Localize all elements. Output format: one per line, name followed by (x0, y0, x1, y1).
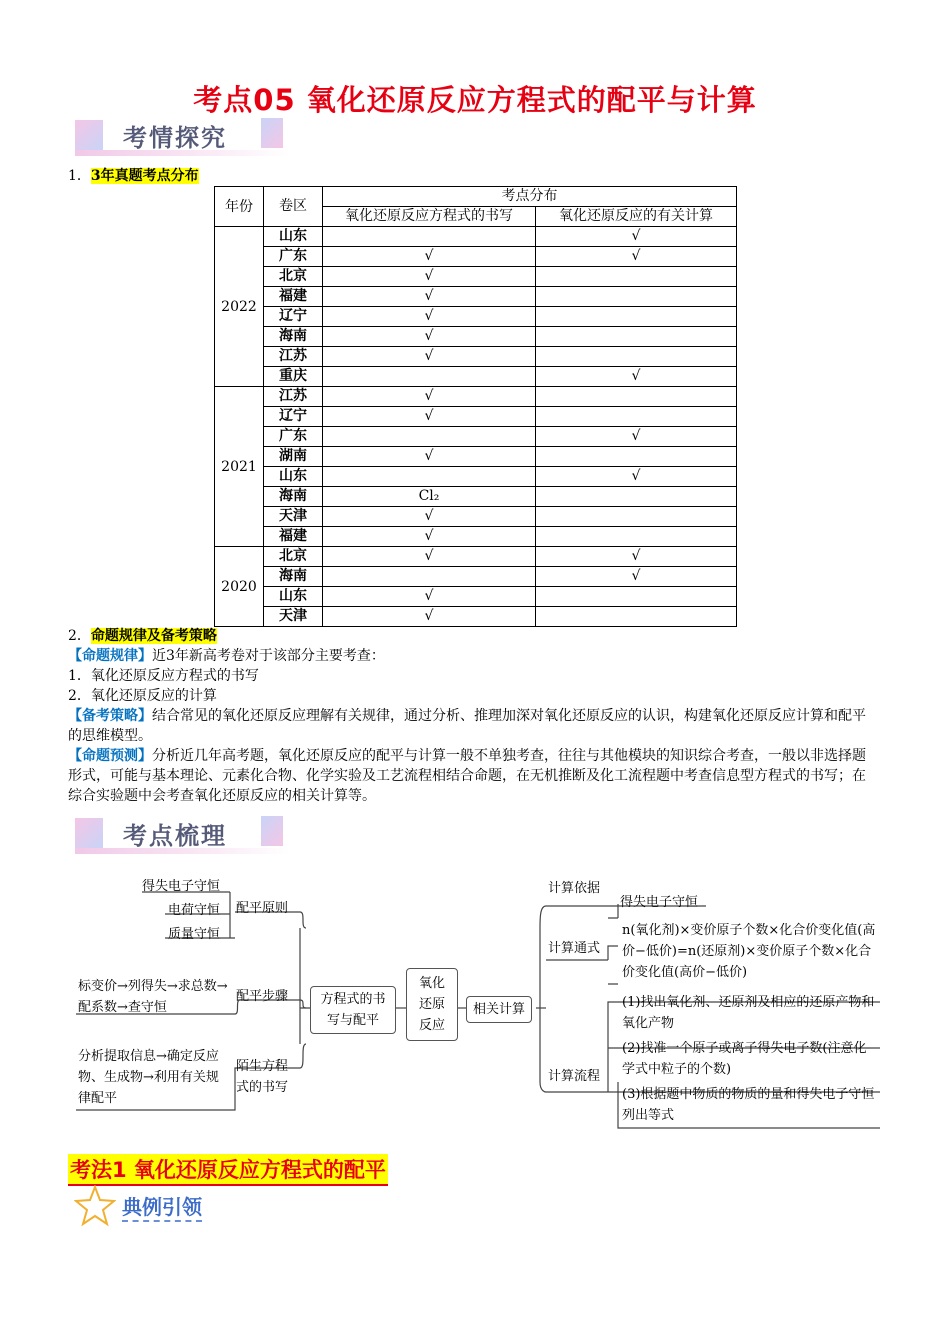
right-main-node: 相关计算 (466, 996, 532, 1023)
year-cell: 2020 (215, 547, 264, 627)
region-cell: 海南 (264, 327, 323, 347)
writing-cell: √ (323, 587, 536, 607)
writing-cell: √ (323, 307, 536, 327)
table-row (215, 467, 737, 487)
table-row (215, 507, 737, 527)
writing-cell: √ (323, 447, 536, 467)
section2-heading: 2．命题规律及备考策略 (68, 628, 217, 644)
region-cell: 北京 (264, 267, 323, 287)
region-cell: 山东 (264, 587, 323, 607)
region-cell: 福建 (264, 287, 323, 307)
rule-item-1: 1．氧化还原反应方程式的书写 (68, 668, 259, 684)
page-title: 考点05 氧化还原反应方程式的配平与计算 (193, 83, 757, 117)
flow-step-1: (1)找出氧化剂、还原剂及相应的还原产物和氧化产物 (622, 995, 875, 1031)
region-cell: 海南 (264, 487, 323, 507)
header-col-writing: 氧化还原反应方程式的书写 (323, 207, 536, 227)
region-cell: 辽宁 (264, 307, 323, 327)
calculation-cell (536, 387, 737, 407)
writing-cell: √ (323, 507, 536, 527)
region-cell: 福建 (264, 527, 323, 547)
table-row (215, 607, 737, 627)
table-row (215, 227, 737, 247)
table-row (215, 587, 737, 607)
basis-text: 得失电子守恒 (620, 895, 699, 910)
section-banner-knowledge (75, 816, 305, 856)
section1-heading: 1．3年真题考点分布 (68, 168, 199, 184)
header-region: 卷区 (264, 187, 323, 227)
writing-cell (323, 367, 536, 387)
table-row (215, 327, 737, 347)
writing-cell: √ (323, 327, 536, 347)
formula-node: 计算通式 (548, 941, 601, 956)
star-icon (74, 1185, 116, 1227)
calculation-cell (536, 267, 737, 287)
prediction-paragraph: 【命题预测】分析近几年高考题，氧化还原反应的配平与计算一般不单独考查，往往与其他模块的知识综合考查，一般以非选择题形式，可能与基本理论、元素化合物、化学实验及工艺流程相结合命题，在无机推断及化工流程题中考查信息型方程式的书写；在综合实验题中会考查氧化还原反应的相关计算等。 (68, 748, 866, 804)
banner-title: 考情探究 (123, 124, 227, 152)
banner-title: 考点梳理 (123, 822, 227, 850)
writing-cell: √ (323, 547, 536, 567)
unfamiliar-node: 陌生方程式的书写 (236, 1059, 289, 1095)
formula-text: n(氧化剂)×变价原子个数×化合价变化值(高价−低价)=n(还原剂)×变价原子个数×化合价变化值(高价−低价) (622, 923, 876, 980)
strategy-paragraph: 【备考策略】结合常见的氧化还原反应理解有关规律，通过分析、推理加深对氧化还原反应的认识，构建氧化还原反应计算和配平的思维模型。 (68, 708, 866, 744)
table-row (215, 567, 737, 587)
table-row (215, 367, 737, 387)
flow-step-3: (3)根据题中物质的物质的量和得失电子守恒列出等式 (622, 1087, 875, 1123)
flow-node: 计算流程 (548, 1069, 601, 1084)
writing-cell (323, 427, 536, 447)
calculation-cell: √ (536, 227, 737, 247)
calculation-cell (536, 487, 737, 507)
writing-cell: √ (323, 267, 536, 287)
mind-map (70, 868, 890, 1138)
table-row (215, 247, 737, 267)
rule-line: 【命题规律】近3年新高考卷对于该部分主要考查： (68, 648, 385, 664)
exam-distribution-table (214, 186, 737, 627)
calculation-cell (536, 327, 737, 347)
unfamiliar-text: 分析提取信息→确定反应物、生成物→利用有关规律配平 (78, 1049, 219, 1106)
rule-item-2: 2．氧化还原反应的计算 (68, 688, 217, 704)
region-cell: 广东 (264, 247, 323, 267)
region-cell: 重庆 (264, 367, 323, 387)
calculation-cell: √ (536, 427, 737, 447)
basis-node: 计算依据 (548, 881, 601, 896)
flow-step-2: (2)找准一个原子或离子得失电子数(注意化学式中粒子的个数) (622, 1041, 867, 1077)
table-row (215, 287, 737, 307)
calculation-cell (536, 287, 737, 307)
table-row (215, 347, 737, 367)
writing-cell: √ (323, 347, 536, 367)
example-lead-label: 典例引领 (122, 1191, 202, 1222)
header-year: 年份 (215, 187, 264, 227)
calculation-cell (536, 307, 737, 327)
writing-cell: √ (323, 527, 536, 547)
table-row (215, 407, 737, 427)
writing-cell: √ (323, 247, 536, 267)
calculation-cell: √ (536, 467, 737, 487)
region-cell: 天津 (264, 607, 323, 627)
year-cell: 2022 (215, 227, 264, 387)
table-row (215, 487, 737, 507)
writing-cell (323, 567, 536, 587)
section-banner-exam-analysis (75, 118, 305, 158)
writing-cell: √ (323, 387, 536, 407)
calculation-cell (536, 607, 737, 627)
table-row (215, 547, 737, 567)
year-cell: 2021 (215, 387, 264, 547)
calculation-cell: √ (536, 367, 737, 387)
header-distribution: 考点分布 (323, 187, 737, 207)
table-row (215, 267, 737, 287)
region-cell: 北京 (264, 547, 323, 567)
writing-cell: √ (323, 607, 536, 627)
table-row (215, 447, 737, 467)
writing-cell: √ (323, 287, 536, 307)
region-cell: 湖南 (264, 447, 323, 467)
principle-node: 配平原则 (236, 901, 289, 916)
region-cell: 山东 (264, 227, 323, 247)
table-row (215, 427, 737, 447)
calculation-cell (536, 587, 737, 607)
left-main-node: 方程式的书写与配平 (310, 986, 396, 1034)
region-cell: 广东 (264, 427, 323, 447)
region-cell: 江苏 (264, 387, 323, 407)
calculation-cell (536, 347, 737, 367)
writing-cell: √ (323, 407, 536, 427)
header-col-calculation: 氧化还原反应的有关计算 (536, 207, 737, 227)
calculation-cell: √ (536, 567, 737, 587)
example-lead-banner (74, 1183, 234, 1229)
writing-cell (323, 467, 536, 487)
calculation-cell: √ (536, 247, 737, 267)
calculation-cell: √ (536, 547, 737, 567)
writing-cell: Cl₂ (323, 487, 536, 507)
table-row (215, 387, 737, 407)
table-row (215, 527, 737, 547)
steps-node: 配平步骤 (236, 989, 289, 1004)
center-node: 氧化还原反应 (406, 968, 458, 1041)
writing-cell (323, 227, 536, 247)
calculation-cell (536, 507, 737, 527)
table-row (215, 307, 737, 327)
steps-text: 标变价→列得失→求总数→配系数→查守恒 (78, 979, 228, 1015)
calculation-cell (536, 407, 737, 427)
principle-item-3: 质量守恒 (168, 927, 221, 942)
region-cell: 海南 (264, 567, 323, 587)
region-cell: 江苏 (264, 347, 323, 367)
region-cell: 山东 (264, 467, 323, 487)
region-cell: 辽宁 (264, 407, 323, 427)
region-cell: 天津 (264, 507, 323, 527)
principle-item-1: 得失电子守恒 (142, 879, 221, 894)
calculation-cell (536, 527, 737, 547)
principle-item-2: 电荷守恒 (168, 903, 221, 918)
calculation-cell (536, 447, 737, 467)
method-title: 考法1 氧化还原反应方程式的配平 (68, 1154, 388, 1186)
